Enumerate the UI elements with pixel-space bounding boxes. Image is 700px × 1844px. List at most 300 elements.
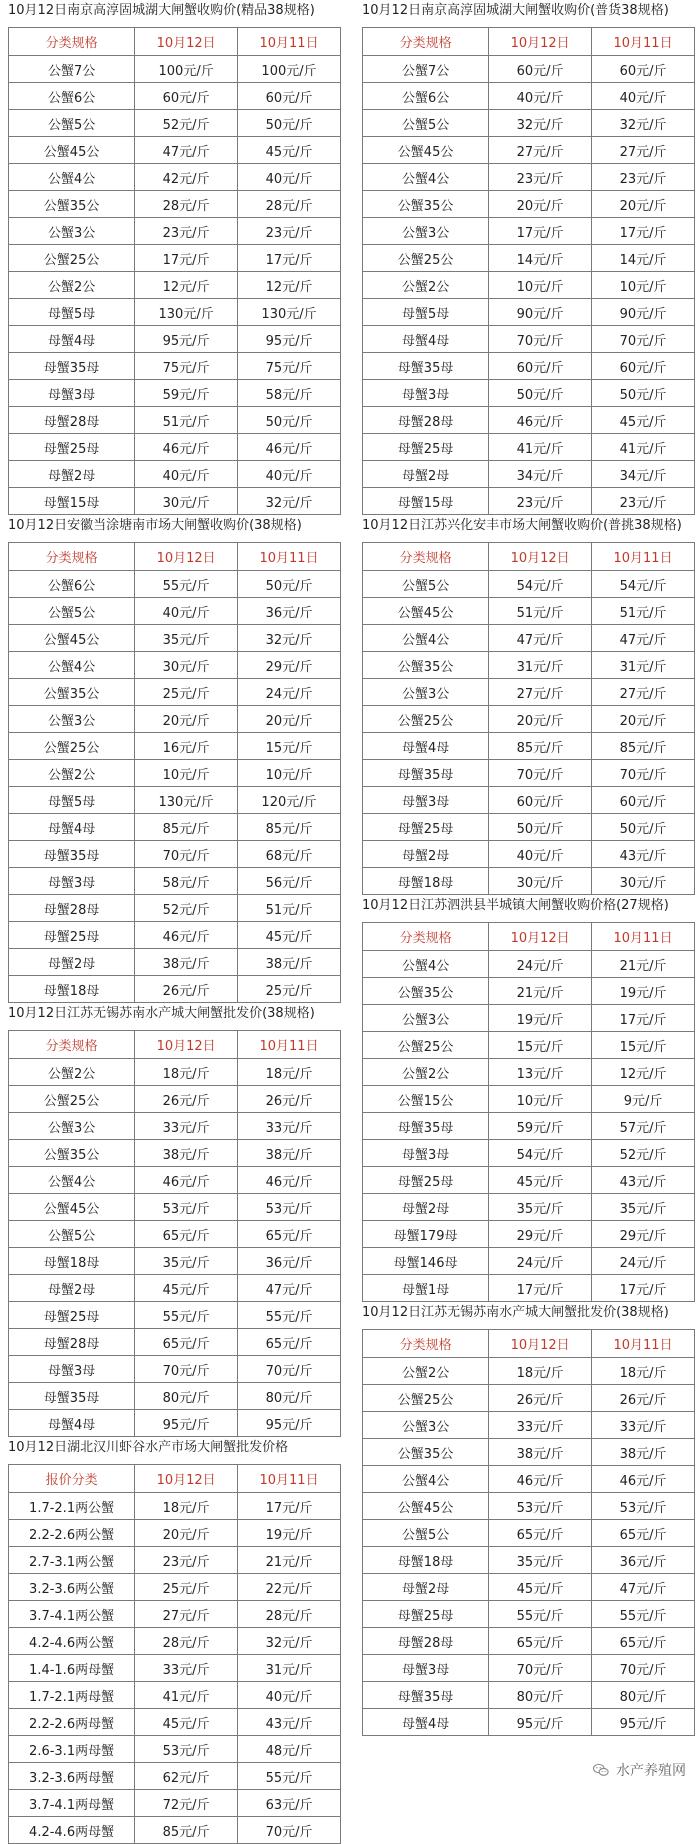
spec-cell: 母蟹2母	[363, 1194, 489, 1221]
table-row	[363, 56, 695, 83]
price-cell: 51元/斤	[592, 598, 695, 625]
price-cell: 95元/斤	[135, 326, 238, 353]
table-row	[9, 461, 341, 488]
price-cell: 17元/斤	[592, 1005, 695, 1032]
table-row	[363, 733, 695, 760]
spec-cell: 母蟹15母	[9, 488, 135, 515]
price-cell: 29元/斤	[238, 652, 341, 679]
price-cell: 34元/斤	[592, 461, 695, 488]
left-column	[8, 0, 341, 1844]
spec-cell: 母蟹25母	[363, 1167, 489, 1194]
price-cell: 20元/斤	[135, 1520, 238, 1547]
spec-cell: 公蟹35公	[363, 978, 489, 1005]
price-cell: 45元/斤	[592, 407, 695, 434]
price-cell: 40元/斤	[238, 1682, 341, 1709]
price-cell: 45元/斤	[238, 137, 341, 164]
price-cell: 56元/斤	[238, 868, 341, 895]
table-row	[9, 1709, 341, 1736]
price-cell: 60元/斤	[592, 353, 695, 380]
price-cell: 28元/斤	[135, 191, 238, 218]
watermark-text: 水产养殖网	[616, 1763, 686, 1779]
price-cell: 50元/斤	[238, 110, 341, 137]
table-row	[363, 218, 695, 245]
price-table	[362, 542, 695, 895]
table-row	[363, 245, 695, 272]
table-row	[9, 760, 341, 787]
table-header-row	[363, 28, 695, 56]
price-cell: 46元/斤	[135, 1167, 238, 1194]
price-table	[8, 1464, 341, 1844]
table-row	[363, 326, 695, 353]
spec-cell: 公蟹45公	[363, 1493, 489, 1520]
spec-cell: 母蟹28母	[363, 407, 489, 434]
spec-cell: 公蟹2公	[363, 1358, 489, 1385]
table-row	[9, 1547, 341, 1574]
price-cell: 12元/斤	[135, 272, 238, 299]
table-row	[9, 895, 341, 922]
price-cell: 25元/斤	[135, 1574, 238, 1601]
table-row	[363, 1385, 695, 1412]
price-cell: 33元/斤	[489, 1412, 592, 1439]
watermark	[592, 1760, 686, 1780]
spec-cell: 公蟹35公	[9, 679, 135, 706]
price-cell: 38元/斤	[592, 1439, 695, 1466]
table-row	[9, 299, 341, 326]
price-cell: 130元/斤	[135, 787, 238, 814]
price-cell: 13元/斤	[489, 1059, 592, 1086]
spec-cell: 母蟹18母	[363, 868, 489, 895]
table-row	[9, 1113, 341, 1140]
table-row	[363, 1113, 695, 1140]
price-cell: 85元/斤	[135, 1817, 238, 1844]
spec-cell: 母蟹2母	[9, 949, 135, 976]
spec-cell: 母蟹35母	[363, 760, 489, 787]
price-cell: 25元/斤	[238, 976, 341, 1003]
price-cell: 100元/斤	[135, 56, 238, 83]
spec-cell: 公蟹5公	[363, 110, 489, 137]
spec-cell: 公蟹25公	[363, 1032, 489, 1059]
table-row	[363, 1574, 695, 1601]
price-cell: 15元/斤	[238, 733, 341, 760]
price-cell: 46元/斤	[489, 1466, 592, 1493]
price-block	[362, 1302, 695, 1736]
table-row	[363, 1059, 695, 1086]
spec-cell: 公蟹25公	[363, 706, 489, 733]
price-cell: 45元/斤	[489, 1574, 592, 1601]
price-cell: 85元/斤	[592, 733, 695, 760]
price-cell: 18元/斤	[135, 1059, 238, 1086]
spec-cell: 母蟹28母	[9, 895, 135, 922]
table-row	[9, 434, 341, 461]
spec-cell: 母蟹18母	[9, 976, 135, 1003]
price-block	[8, 1437, 341, 1844]
spec-cell: 母蟹4母	[9, 326, 135, 353]
table-row	[363, 272, 695, 299]
price-cell: 40元/斤	[489, 83, 592, 110]
spec-cell: 2.6-3.1两母蟹	[9, 1736, 135, 1763]
price-cell: 23元/斤	[489, 164, 592, 191]
spec-cell: 公蟹35公	[9, 191, 135, 218]
price-cell: 18元/斤	[592, 1358, 695, 1385]
price-cell: 24元/斤	[489, 951, 592, 978]
price-cell: 36元/斤	[238, 1248, 341, 1275]
price-cell: 20元/斤	[489, 706, 592, 733]
spec-cell: 公蟹45公	[9, 137, 135, 164]
table-row	[363, 407, 695, 434]
price-cell: 100元/斤	[238, 56, 341, 83]
table-row	[9, 1059, 341, 1086]
table-row	[9, 814, 341, 841]
table-row	[363, 137, 695, 164]
price-block	[8, 0, 341, 515]
table-row	[9, 110, 341, 137]
price-cell: 23元/斤	[135, 218, 238, 245]
price-block	[362, 515, 695, 895]
price-cell: 46元/斤	[238, 434, 341, 461]
price-cell: 50元/斤	[489, 380, 592, 407]
price-cell: 35元/斤	[592, 1194, 695, 1221]
table-row	[9, 1275, 341, 1302]
spec-cell: 母蟹35母	[363, 353, 489, 380]
table-row	[363, 951, 695, 978]
price-cell: 21元/斤	[489, 978, 592, 1005]
spec-cell: 母蟹35母	[363, 1113, 489, 1140]
price-cell: 54元/斤	[489, 571, 592, 598]
spec-cell: 3.2-3.6两母蟹	[9, 1763, 135, 1790]
table-row	[9, 571, 341, 598]
price-cell: 28元/斤	[135, 1628, 238, 1655]
spec-cell: 母蟹2母	[363, 1574, 489, 1601]
price-cell: 70元/斤	[489, 1655, 592, 1682]
table-row	[9, 353, 341, 380]
table-row	[363, 1194, 695, 1221]
spec-cell: 公蟹4公	[9, 1167, 135, 1194]
table-row	[363, 1709, 695, 1736]
price-cell: 47元/斤	[592, 625, 695, 652]
price-cell: 16元/斤	[135, 733, 238, 760]
spec-cell: 公蟹3公	[363, 679, 489, 706]
price-cell: 46元/斤	[135, 922, 238, 949]
price-cell: 62元/斤	[135, 1763, 238, 1790]
price-cell: 70元/斤	[592, 760, 695, 787]
spec-cell: 母蟹5母	[363, 299, 489, 326]
price-cell: 31元/斤	[592, 652, 695, 679]
table-header-row	[9, 1031, 341, 1059]
price-cell: 72元/斤	[135, 1790, 238, 1817]
price-cell: 80元/斤	[592, 1682, 695, 1709]
price-cell: 70元/斤	[135, 1356, 238, 1383]
table-row	[363, 978, 695, 1005]
table-row	[363, 1412, 695, 1439]
spec-cell: 公蟹2公	[9, 272, 135, 299]
price-cell: 40元/斤	[135, 598, 238, 625]
price-cell: 57元/斤	[592, 1113, 695, 1140]
price-cell: 55元/斤	[238, 1302, 341, 1329]
price-cell: 30元/斤	[489, 868, 592, 895]
spec-cell: 1.4-1.6两母蟹	[9, 1655, 135, 1682]
price-cell: 23元/斤	[135, 1547, 238, 1574]
table-row	[363, 1493, 695, 1520]
block-title: 10月12日安徽当涂塘南市场大闸蟹收购价(38规格)	[8, 518, 302, 533]
price-cell: 35元/斤	[489, 1547, 592, 1574]
spec-cell: 公蟹25公	[9, 1086, 135, 1113]
table-row	[9, 1763, 341, 1790]
table-row	[363, 1167, 695, 1194]
price-cell: 47元/斤	[592, 1574, 695, 1601]
table-row	[363, 1601, 695, 1628]
spec-cell: 公蟹6公	[9, 83, 135, 110]
spec-cell: 公蟹35公	[363, 191, 489, 218]
price-cell: 19元/斤	[238, 1520, 341, 1547]
column-header: 分类规格	[9, 543, 135, 571]
table-row	[9, 1736, 341, 1763]
table-row	[9, 1493, 341, 1520]
price-cell: 25元/斤	[135, 679, 238, 706]
price-cell: 60元/斤	[489, 56, 592, 83]
price-cell: 26元/斤	[238, 1086, 341, 1113]
price-cell: 30元/斤	[135, 652, 238, 679]
price-cell: 24元/斤	[592, 1248, 695, 1275]
price-cell: 20元/斤	[135, 706, 238, 733]
price-cell: 35元/斤	[135, 625, 238, 652]
spec-cell: 母蟹2母	[9, 1275, 135, 1302]
table-row	[363, 652, 695, 679]
table-row	[9, 1601, 341, 1628]
price-cell: 52元/斤	[592, 1140, 695, 1167]
table-row	[9, 625, 341, 652]
spec-cell: 公蟹3公	[363, 1005, 489, 1032]
price-cell: 33元/斤	[238, 1113, 341, 1140]
price-cell: 26元/斤	[489, 1385, 592, 1412]
spec-cell: 公蟹4公	[9, 652, 135, 679]
table-row	[363, 706, 695, 733]
price-cell: 65元/斤	[489, 1520, 592, 1547]
price-cell: 46元/斤	[135, 434, 238, 461]
column-header: 10月12日	[135, 28, 238, 56]
table-row	[363, 434, 695, 461]
table-header-row	[9, 28, 341, 56]
price-cell: 43元/斤	[238, 1709, 341, 1736]
price-table	[8, 27, 341, 515]
price-cell: 53元/斤	[238, 1194, 341, 1221]
price-cell: 24元/斤	[489, 1248, 592, 1275]
price-cell: 45元/斤	[238, 922, 341, 949]
price-cell: 22元/斤	[238, 1574, 341, 1601]
price-cell: 12元/斤	[238, 272, 341, 299]
price-cell: 28元/斤	[238, 1601, 341, 1628]
price-cell: 23元/斤	[592, 164, 695, 191]
spec-cell: 公蟹45公	[9, 1194, 135, 1221]
spec-cell: 公蟹2公	[363, 272, 489, 299]
table-row	[9, 949, 341, 976]
price-cell: 70元/斤	[135, 841, 238, 868]
price-cell: 21元/斤	[592, 951, 695, 978]
price-cell: 20元/斤	[489, 191, 592, 218]
spec-cell: 母蟹5母	[9, 787, 135, 814]
price-cell: 58元/斤	[238, 380, 341, 407]
spec-cell: 公蟹4公	[363, 625, 489, 652]
table-row	[9, 1194, 341, 1221]
price-cell: 90元/斤	[489, 299, 592, 326]
price-cell: 17元/斤	[489, 1275, 592, 1302]
spec-cell: 母蟹3母	[363, 1140, 489, 1167]
price-cell: 15元/斤	[489, 1032, 592, 1059]
spec-cell: 公蟹6公	[9, 571, 135, 598]
price-cell: 32元/斤	[592, 110, 695, 137]
table-row	[363, 353, 695, 380]
price-cell: 80元/斤	[238, 1383, 341, 1410]
table-row	[363, 1358, 695, 1385]
spec-cell: 2.2-2.6两母蟹	[9, 1709, 135, 1736]
price-cell: 38元/斤	[135, 949, 238, 976]
price-cell: 17元/斤	[238, 1493, 341, 1520]
price-cell: 65元/斤	[489, 1628, 592, 1655]
spec-cell: 母蟹4母	[363, 1709, 489, 1736]
spec-cell: 母蟹25母	[9, 922, 135, 949]
table-row	[9, 1383, 341, 1410]
price-cell: 18元/斤	[489, 1358, 592, 1385]
spec-cell: 公蟹45公	[363, 137, 489, 164]
price-cell: 50元/斤	[489, 814, 592, 841]
price-cell: 85元/斤	[238, 814, 341, 841]
spec-cell: 母蟹2母	[9, 461, 135, 488]
table-row	[9, 733, 341, 760]
column-header: 10月11日	[238, 1465, 341, 1493]
price-cell: 95元/斤	[238, 1410, 341, 1437]
spec-cell: 母蟹25母	[363, 434, 489, 461]
price-cell: 95元/斤	[489, 1709, 592, 1736]
price-cell: 130元/斤	[135, 299, 238, 326]
block-title: 10月12日江苏无锡苏南水产城大闸蟹批发价(38规格)	[362, 1305, 669, 1320]
price-cell: 10元/斤	[238, 760, 341, 787]
table-header-row	[363, 923, 695, 951]
spec-cell: 母蟹3母	[363, 1655, 489, 1682]
spec-cell: 公蟹25公	[363, 1385, 489, 1412]
price-cell: 52元/斤	[135, 895, 238, 922]
price-cell: 90元/斤	[592, 299, 695, 326]
price-cell: 53元/斤	[135, 1736, 238, 1763]
table-row	[363, 1140, 695, 1167]
spec-cell: 公蟹3公	[9, 1113, 135, 1140]
price-cell: 33元/斤	[135, 1113, 238, 1140]
spec-cell: 公蟹3公	[9, 218, 135, 245]
table-row	[9, 1167, 341, 1194]
table-row	[363, 787, 695, 814]
column-header: 10月12日	[135, 543, 238, 571]
price-cell: 14元/斤	[489, 245, 592, 272]
table-row	[363, 1655, 695, 1682]
price-cell: 26元/斤	[135, 1086, 238, 1113]
table-row	[363, 814, 695, 841]
spec-cell: 公蟹3公	[363, 218, 489, 245]
spec-cell: 母蟹18母	[9, 1248, 135, 1275]
spec-cell: 1.7-2.1两母蟹	[9, 1682, 135, 1709]
price-cell: 60元/斤	[489, 353, 592, 380]
spec-cell: 母蟹146母	[363, 1248, 489, 1275]
price-cell: 60元/斤	[592, 56, 695, 83]
table-row	[9, 83, 341, 110]
table-row	[9, 841, 341, 868]
column-header: 分类规格	[363, 543, 489, 571]
spec-cell: 母蟹3母	[363, 787, 489, 814]
table-row	[9, 1817, 341, 1844]
column-header: 分类规格	[9, 1031, 135, 1059]
spec-cell: 4.2-4.6两公蟹	[9, 1628, 135, 1655]
price-cell: 9元/斤	[592, 1086, 695, 1113]
price-cell: 43元/斤	[592, 1167, 695, 1194]
spec-cell: 公蟹2公	[363, 1059, 489, 1086]
spec-cell: 母蟹35母	[9, 1383, 135, 1410]
spec-cell: 公蟹5公	[363, 1520, 489, 1547]
price-cell: 21元/斤	[238, 1547, 341, 1574]
table-row	[9, 488, 341, 515]
table-row	[9, 164, 341, 191]
spec-cell: 3.7-4.1两母蟹	[9, 1790, 135, 1817]
table-row	[9, 1248, 341, 1275]
spec-cell: 母蟹3母	[363, 380, 489, 407]
spec-cell: 公蟹25公	[363, 245, 489, 272]
block-title: 10月12日湖北汉川虾谷水产市场大闸蟹批发价格	[8, 1440, 289, 1455]
price-cell: 95元/斤	[238, 326, 341, 353]
price-cell: 17元/斤	[592, 218, 695, 245]
price-table	[362, 1329, 695, 1736]
table-row	[363, 110, 695, 137]
table-row	[363, 83, 695, 110]
column-header: 10月12日	[135, 1031, 238, 1059]
price-cell: 23元/斤	[592, 488, 695, 515]
price-cell: 41元/斤	[489, 434, 592, 461]
price-cell: 30元/斤	[592, 868, 695, 895]
spec-cell: 母蟹25母	[9, 1302, 135, 1329]
spec-cell: 公蟹3公	[9, 706, 135, 733]
table-row	[363, 1248, 695, 1275]
price-cell: 45元/斤	[489, 1167, 592, 1194]
price-cell: 80元/斤	[135, 1383, 238, 1410]
table-row	[9, 598, 341, 625]
table-row	[9, 706, 341, 733]
spec-cell: 公蟹15公	[363, 1086, 489, 1113]
table-row	[363, 598, 695, 625]
table-row	[363, 380, 695, 407]
price-cell: 40元/斤	[592, 83, 695, 110]
price-block	[8, 1003, 341, 1437]
price-cell: 65元/斤	[592, 1520, 695, 1547]
price-cell: 53元/斤	[135, 1194, 238, 1221]
price-cell: 54元/斤	[489, 1140, 592, 1167]
price-cell: 60元/斤	[135, 83, 238, 110]
table-row	[9, 380, 341, 407]
table-row	[9, 976, 341, 1003]
price-table	[8, 542, 341, 1003]
price-cell: 24元/斤	[238, 679, 341, 706]
price-cell: 27元/斤	[592, 679, 695, 706]
price-cell: 41元/斤	[592, 434, 695, 461]
table-header-row	[9, 543, 341, 571]
price-cell: 55元/斤	[238, 1763, 341, 1790]
price-cell: 23元/斤	[489, 488, 592, 515]
price-cell: 45元/斤	[135, 1709, 238, 1736]
price-cell: 80元/斤	[489, 1682, 592, 1709]
price-cell: 10元/斤	[135, 760, 238, 787]
price-cell: 51元/斤	[489, 598, 592, 625]
price-cell: 20元/斤	[592, 191, 695, 218]
column-header: 10月11日	[238, 28, 341, 56]
spec-cell: 公蟹5公	[9, 598, 135, 625]
spec-cell: 母蟹1母	[363, 1275, 489, 1302]
price-cell: 33元/斤	[592, 1412, 695, 1439]
spec-cell: 母蟹2母	[363, 461, 489, 488]
spec-cell: 母蟹4母	[9, 1410, 135, 1437]
